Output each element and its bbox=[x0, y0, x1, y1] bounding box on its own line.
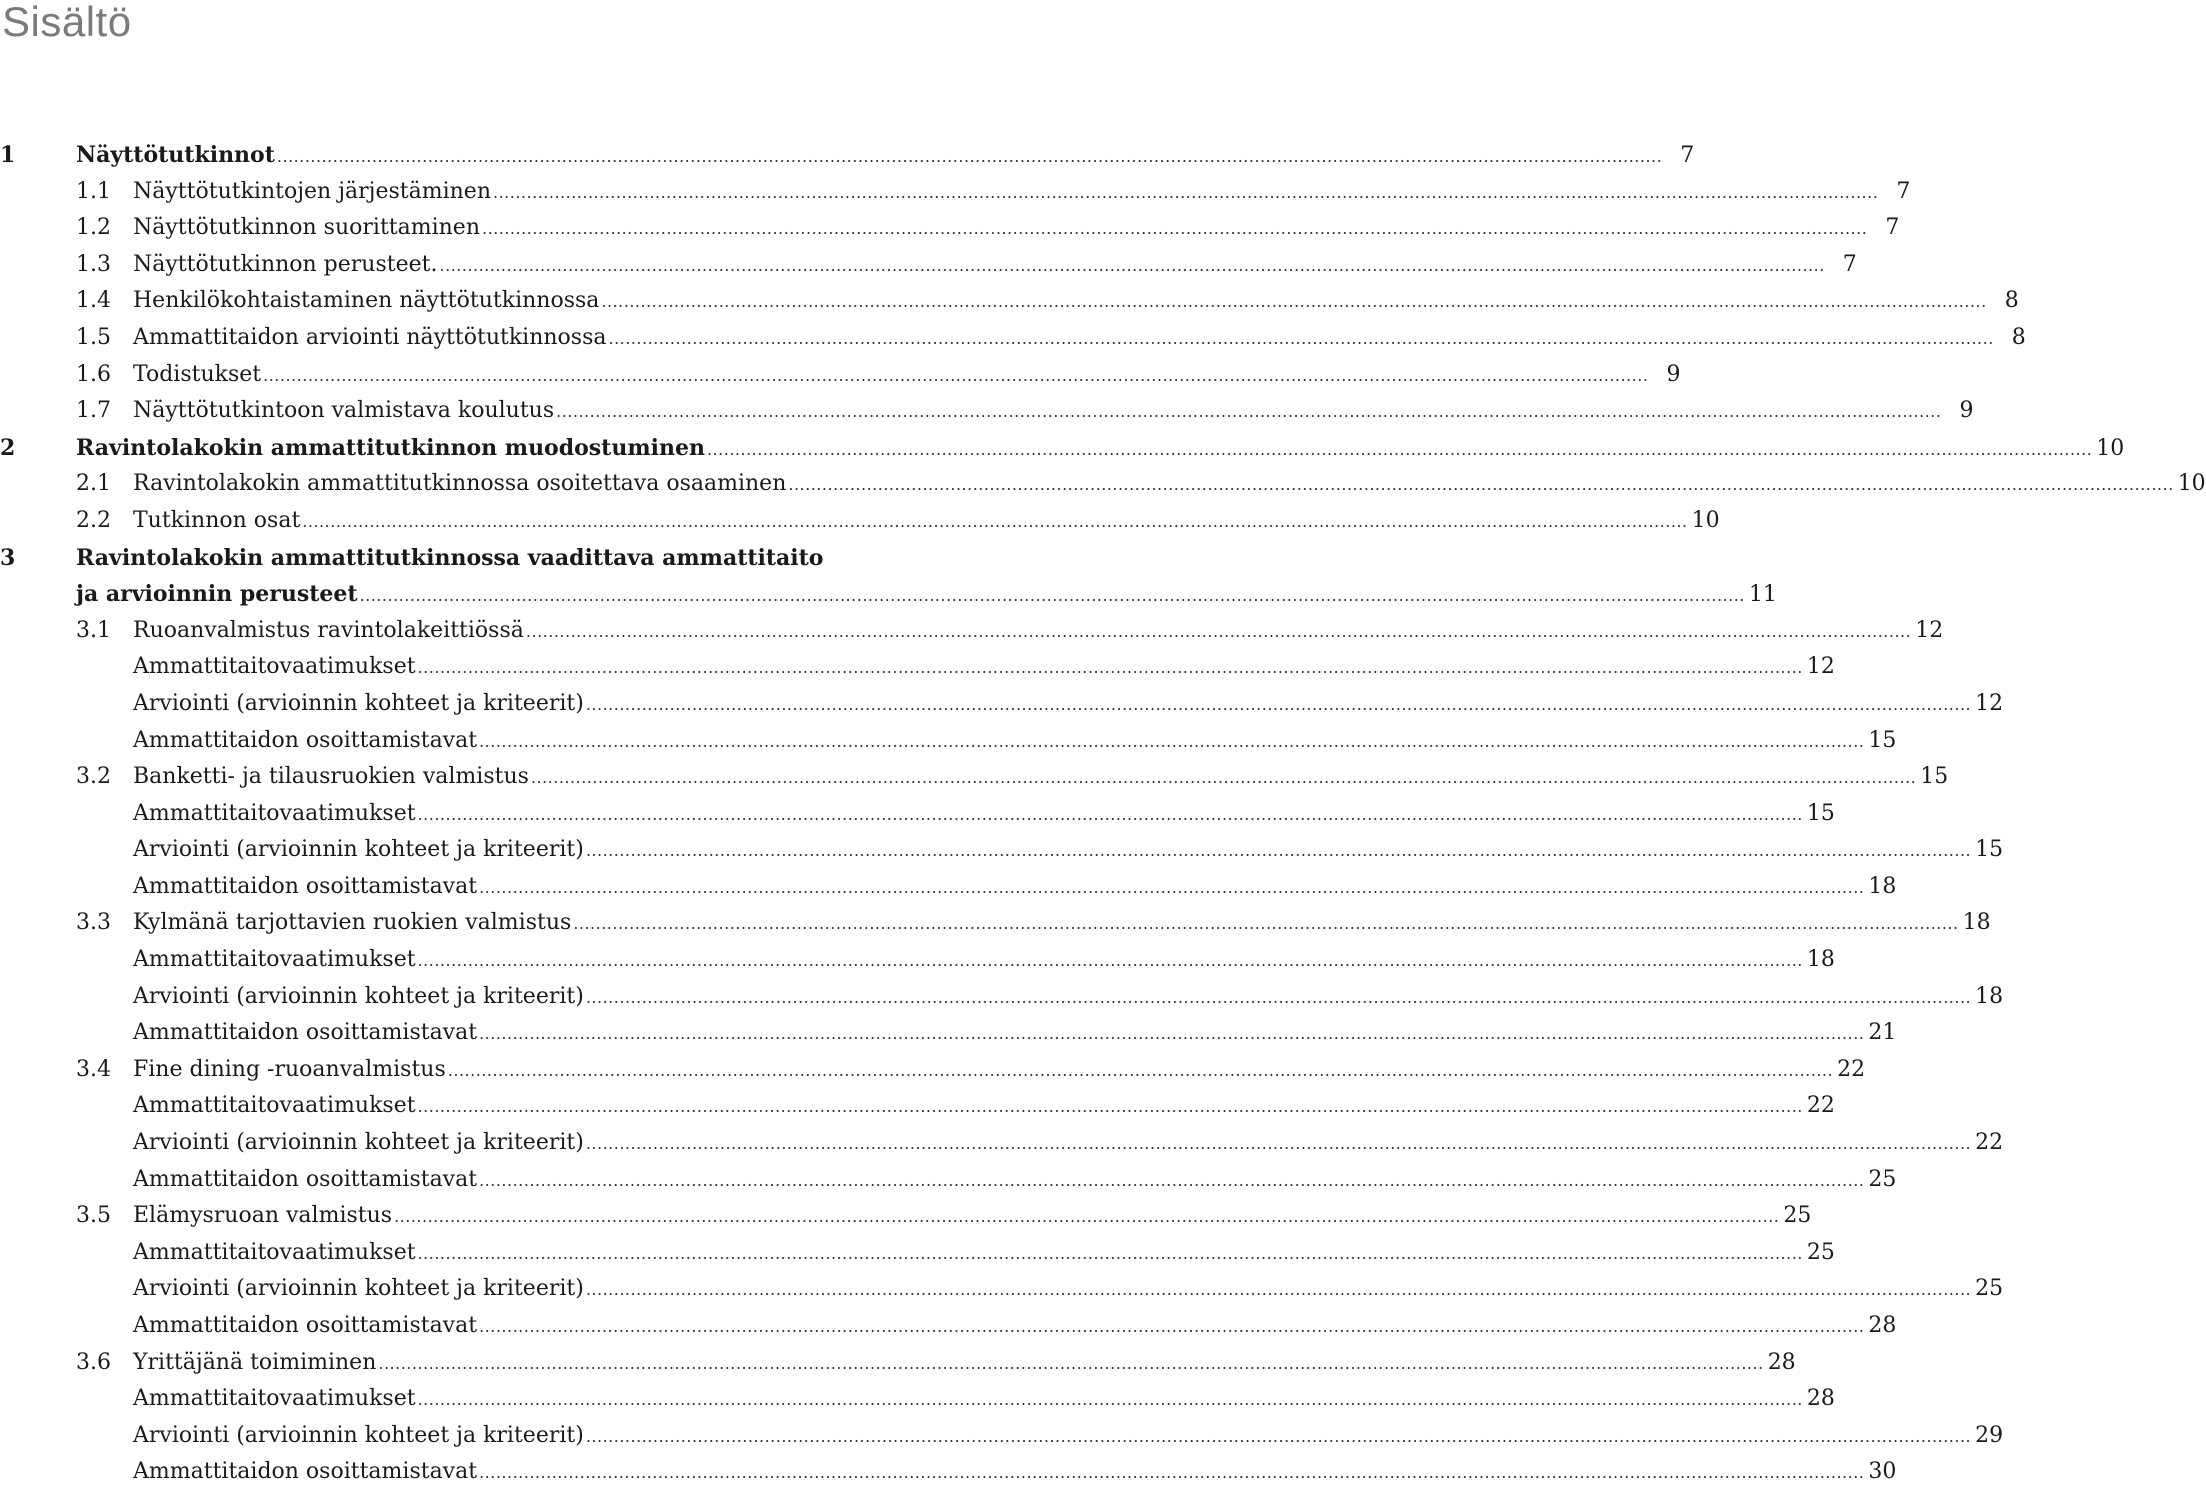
toc-entry-page-number: 12 bbox=[1806, 654, 1835, 680]
toc-entry-page-number: 12 bbox=[1915, 617, 1944, 643]
toc-entry-page-number: 28 bbox=[1868, 1313, 1897, 1338]
toc-entry-title: Ruoanvalmistus ravintolakeittiössä bbox=[133, 617, 524, 643]
toc-entry-page-number: 18 bbox=[1962, 910, 1991, 936]
toc-entry-title: Näyttötutkintoon valmistava koulutus bbox=[133, 398, 555, 424]
toc-entry-title: Ammattitaidon osoittamistavat bbox=[133, 1020, 478, 1046]
toc-leader-dots bbox=[586, 833, 1971, 870]
toc-leader-dots bbox=[788, 467, 2173, 504]
toc-leader-dots bbox=[531, 760, 1916, 797]
toc-entry[interactable] bbox=[0, 357, 1681, 394]
toc-entry[interactable] bbox=[0, 723, 1897, 760]
toc-entry-number: 1.4 bbox=[76, 288, 111, 314]
toc-entry-page-number: 10 bbox=[1691, 507, 1720, 533]
toc-entry-page-number: 15 bbox=[1806, 800, 1835, 826]
toc-entry-title: Banketti- ja tilausruokien valmistus bbox=[133, 764, 529, 790]
toc-entry-number: 3.3 bbox=[76, 910, 111, 936]
toc-entry[interactable] bbox=[0, 1345, 1796, 1382]
page-title: Sisältö bbox=[2, 0, 132, 45]
toc-entry[interactable] bbox=[0, 869, 1897, 906]
toc-entry-title: Ammattitaitovaatimukset bbox=[133, 1386, 416, 1412]
toc-entry-title: Ammattitaidon osoittamistavat bbox=[133, 1313, 478, 1338]
toc-entry-page-number: 7 bbox=[1842, 251, 1857, 277]
toc-entry[interactable] bbox=[0, 174, 1911, 211]
table-of-contents bbox=[0, 137, 2206, 1491]
toc-entry-page-number: 18 bbox=[1806, 947, 1835, 973]
toc-entry[interactable] bbox=[0, 1162, 1897, 1199]
toc-entry[interactable] bbox=[0, 576, 1777, 613]
toc-leader-dots bbox=[586, 1419, 1971, 1456]
toc-entry-title: Ravintolakokin ammattitutkinnon muodostuminen bbox=[76, 434, 705, 461]
toc-leader-dots bbox=[479, 724, 1864, 761]
toc-entry[interactable] bbox=[0, 247, 1857, 284]
toc-leader-dots bbox=[556, 394, 1941, 431]
toc-entry-title: Ammattitaitovaatimukset bbox=[133, 947, 416, 973]
toc-entry[interactable] bbox=[0, 466, 2206, 503]
toc-leader-dots bbox=[586, 687, 1971, 724]
toc-entry-page-number: 30 bbox=[1868, 1459, 1897, 1485]
toc-leader-dots bbox=[439, 248, 1824, 285]
toc-entry-title: Elämysruoan valmistus bbox=[133, 1203, 393, 1229]
toc-entry-number: 3.1 bbox=[76, 617, 111, 643]
toc-entry-title: Henkilökohtaistaminen näyttötutkinnossa bbox=[133, 288, 600, 314]
toc-entry[interactable] bbox=[0, 1418, 2004, 1455]
toc-entry-title: Arviointi (arvioinnin kohteet ja kriteerit) bbox=[133, 1422, 584, 1448]
toc-entry-title: Ravintolakokin ammattitutkinnossa osoitettava osaaminen bbox=[133, 471, 787, 497]
toc-entry-page-number: 28 bbox=[1767, 1349, 1796, 1375]
toc-entry[interactable] bbox=[0, 613, 1944, 650]
toc-entry[interactable] bbox=[0, 832, 2004, 869]
toc-entry[interactable] bbox=[0, 1271, 2004, 1308]
toc-entry[interactable] bbox=[0, 1381, 1835, 1418]
toc-entry-page-number: 22 bbox=[1975, 1130, 2004, 1156]
toc-entry-title: Näyttötutkinnon perusteet. bbox=[133, 251, 438, 277]
toc-entry-number: 1.6 bbox=[76, 361, 111, 387]
toc-leader-dots bbox=[601, 284, 1986, 321]
toc-entry-title: Kylmänä tarjottavien ruokien valmistus bbox=[133, 910, 572, 936]
toc-entry-title: Ammattitaitovaatimukset bbox=[133, 654, 416, 680]
toc-entry-page-number: 29 bbox=[1975, 1422, 2004, 1448]
toc-entry-page-number: 18 bbox=[1975, 983, 2004, 1009]
toc-entry-page-number: 28 bbox=[1806, 1386, 1835, 1412]
toc-entry-title: ja arvioinnin perusteet bbox=[76, 581, 358, 608]
toc-entry-title: Ammattitaitovaatimukset bbox=[133, 1093, 416, 1119]
toc-entry[interactable] bbox=[0, 686, 2004, 723]
toc-entry[interactable] bbox=[0, 1308, 1897, 1345]
toc-leader-dots bbox=[573, 906, 1958, 943]
toc-entry-title: Ammattitaidon arviointi näyttötutkinnossa bbox=[133, 324, 607, 350]
toc-entry-title: Näyttötutkintojen järjestäminen bbox=[133, 178, 491, 204]
toc-entry[interactable] bbox=[0, 1015, 1897, 1052]
toc-entry[interactable] bbox=[0, 649, 1835, 686]
toc-entry-title: Näyttötutkinnon suorittaminen bbox=[133, 215, 480, 241]
toc-entry-title: Tutkinnon osat bbox=[133, 507, 301, 533]
toc-entry-page-number: 9 bbox=[1666, 361, 1681, 387]
toc-entry[interactable] bbox=[0, 905, 1991, 942]
toc-leader-dots bbox=[608, 321, 1993, 358]
toc-entry-number: 3.5 bbox=[76, 1203, 111, 1229]
toc-entry-page-number: 22 bbox=[1837, 1056, 1866, 1082]
toc-leader-dots bbox=[418, 797, 1803, 834]
toc-entry-title: Ammattitaidon osoittamistavat bbox=[133, 1166, 478, 1192]
toc-entry-page-number: 10 bbox=[2096, 435, 2125, 461]
toc-entry-title: Arviointi (arvioinnin kohteet ja kriteerit) bbox=[133, 690, 584, 716]
toc-entry-number: 1.2 bbox=[76, 215, 111, 241]
toc-entry[interactable] bbox=[0, 137, 1695, 174]
toc-entry-number: 2 bbox=[0, 434, 16, 461]
toc-leader-dots bbox=[277, 139, 1662, 176]
toc-entry-title: Todistukset bbox=[133, 361, 262, 387]
toc-entry-number: 2.2 bbox=[76, 507, 111, 533]
toc-entry[interactable] bbox=[0, 503, 1720, 540]
toc-entry-title: Arviointi (arvioinnin kohteet ja kriteerit) bbox=[133, 1276, 584, 1302]
toc-leader-dots bbox=[418, 1382, 1803, 1419]
toc-entry[interactable] bbox=[0, 1088, 1835, 1125]
toc-entry-title: Arviointi (arvioinnin kohteet ja kriteerit) bbox=[133, 837, 584, 863]
toc-entry-page-number: 8 bbox=[2011, 324, 2026, 350]
toc-leader-dots bbox=[479, 1016, 1864, 1053]
toc-entry[interactable] bbox=[0, 393, 1974, 430]
toc-leader-dots bbox=[526, 614, 1911, 651]
toc-entry[interactable] bbox=[0, 1052, 1866, 1089]
toc-entry-page-number: 7 bbox=[1885, 215, 1900, 241]
toc-entry[interactable] bbox=[0, 759, 1949, 796]
toc-entry-page-number: 9 bbox=[1959, 398, 1974, 424]
toc-leader-dots bbox=[302, 504, 1687, 541]
toc-entry-number: 3 bbox=[0, 544, 16, 571]
toc-entry-title: Ravintolakokin ammattitutkinnossa vaadittava ammattitaito bbox=[76, 544, 824, 571]
toc-entry-number: 2.1 bbox=[76, 471, 111, 497]
toc-entry-page-number: 7 bbox=[1680, 143, 1695, 168]
toc-leader-dots bbox=[707, 432, 2092, 469]
toc-entry[interactable] bbox=[0, 540, 962, 577]
toc-entry-page-number: 22 bbox=[1806, 1093, 1835, 1119]
toc-entry-page-number: 25 bbox=[1868, 1166, 1897, 1192]
toc-leader-dots bbox=[394, 1199, 1779, 1236]
toc-leader-dots bbox=[482, 211, 1867, 248]
toc-entry-page-number: 15 bbox=[1868, 727, 1897, 753]
toc-entry-title: Ammattitaidon osoittamistavat bbox=[133, 873, 478, 899]
toc-entry-page-number: 25 bbox=[1783, 1203, 1812, 1229]
toc-entry[interactable] bbox=[0, 1235, 1835, 1272]
toc-entry-number: 1.5 bbox=[76, 324, 111, 350]
toc-entry[interactable] bbox=[0, 320, 2026, 357]
toc-entry-page-number: 12 bbox=[1975, 690, 2004, 716]
toc-entry-title: Ammattitaidon osoittamistavat bbox=[133, 727, 478, 753]
toc-leader-dots bbox=[418, 943, 1803, 980]
toc-entry-page-number: 15 bbox=[1975, 837, 2004, 863]
toc-entry-page-number: 18 bbox=[1868, 873, 1897, 899]
toc-entry[interactable] bbox=[0, 1198, 1812, 1235]
toc-entry-number: 1.3 bbox=[76, 251, 111, 277]
toc-entry-title: Arviointi (arvioinnin kohteet ja kriteerit) bbox=[133, 1130, 584, 1156]
toc-leader-dots bbox=[479, 1163, 1864, 1200]
toc-entry[interactable] bbox=[0, 942, 1835, 979]
toc-entry-title: Yrittäjänä toimiminen bbox=[133, 1349, 377, 1375]
toc-entry-title: Näyttötutkinnot bbox=[76, 142, 275, 168]
toc-leader-dots bbox=[360, 578, 1745, 615]
toc-leader-dots bbox=[418, 650, 1803, 687]
toc-leader-dots bbox=[479, 1455, 1864, 1492]
toc-leader-dots bbox=[479, 870, 1864, 907]
toc-entry-page-number: 25 bbox=[1806, 1239, 1835, 1265]
toc-entry-title: Ammattitaitovaatimukset bbox=[133, 800, 416, 826]
toc-entry[interactable] bbox=[0, 979, 2004, 1016]
toc-entry[interactable] bbox=[0, 210, 1900, 247]
toc-entry-title: Fine dining -ruoanvalmistus bbox=[133, 1056, 446, 1082]
toc-entry[interactable] bbox=[0, 1454, 1897, 1491]
toc-entry-number: 3.2 bbox=[76, 764, 111, 790]
toc-entry-page-number: 7 bbox=[1896, 178, 1911, 204]
toc-leader-dots bbox=[448, 1053, 1833, 1090]
toc-entry-number: 3.4 bbox=[76, 1056, 111, 1082]
toc-entry-title: Ammattitaitovaatimukset bbox=[133, 1239, 416, 1265]
toc-entry-number: 1.7 bbox=[76, 398, 111, 424]
toc-leader-dots bbox=[418, 1089, 1803, 1126]
toc-leader-dots bbox=[586, 1272, 1971, 1309]
toc-entry-page-number: 25 bbox=[1975, 1276, 2004, 1302]
toc-entry-page-number: 15 bbox=[1920, 764, 1949, 790]
toc-leader-dots bbox=[493, 175, 1878, 212]
toc-entry[interactable] bbox=[0, 1125, 2004, 1162]
toc-leader-dots bbox=[418, 1236, 1803, 1273]
toc-entry[interactable] bbox=[0, 796, 1835, 833]
toc-entry-number: 3.6 bbox=[76, 1349, 111, 1375]
toc-entry-title: Arviointi (arvioinnin kohteet ja kriteerit) bbox=[133, 983, 584, 1009]
toc-entry[interactable] bbox=[0, 430, 2125, 467]
toc-entry-page-number: 8 bbox=[2004, 288, 2019, 314]
toc-entry-number: 1.1 bbox=[76, 178, 111, 204]
toc-entry-page-number: 21 bbox=[1868, 1020, 1897, 1046]
toc-leader-dots bbox=[586, 980, 1971, 1017]
toc-entry-number: 1 bbox=[0, 142, 16, 168]
toc-leader-dots bbox=[263, 358, 1648, 395]
toc-entry-title: Ammattitaidon osoittamistavat bbox=[133, 1459, 478, 1485]
toc-leader-dots bbox=[479, 1309, 1864, 1346]
toc-entry-page-number: 10 bbox=[2177, 471, 2206, 497]
toc-leader-dots bbox=[586, 1126, 1971, 1163]
toc-entry[interactable] bbox=[0, 283, 2019, 320]
toc-leader-dots bbox=[378, 1346, 1763, 1383]
toc-entry-page-number: 11 bbox=[1748, 582, 1777, 608]
